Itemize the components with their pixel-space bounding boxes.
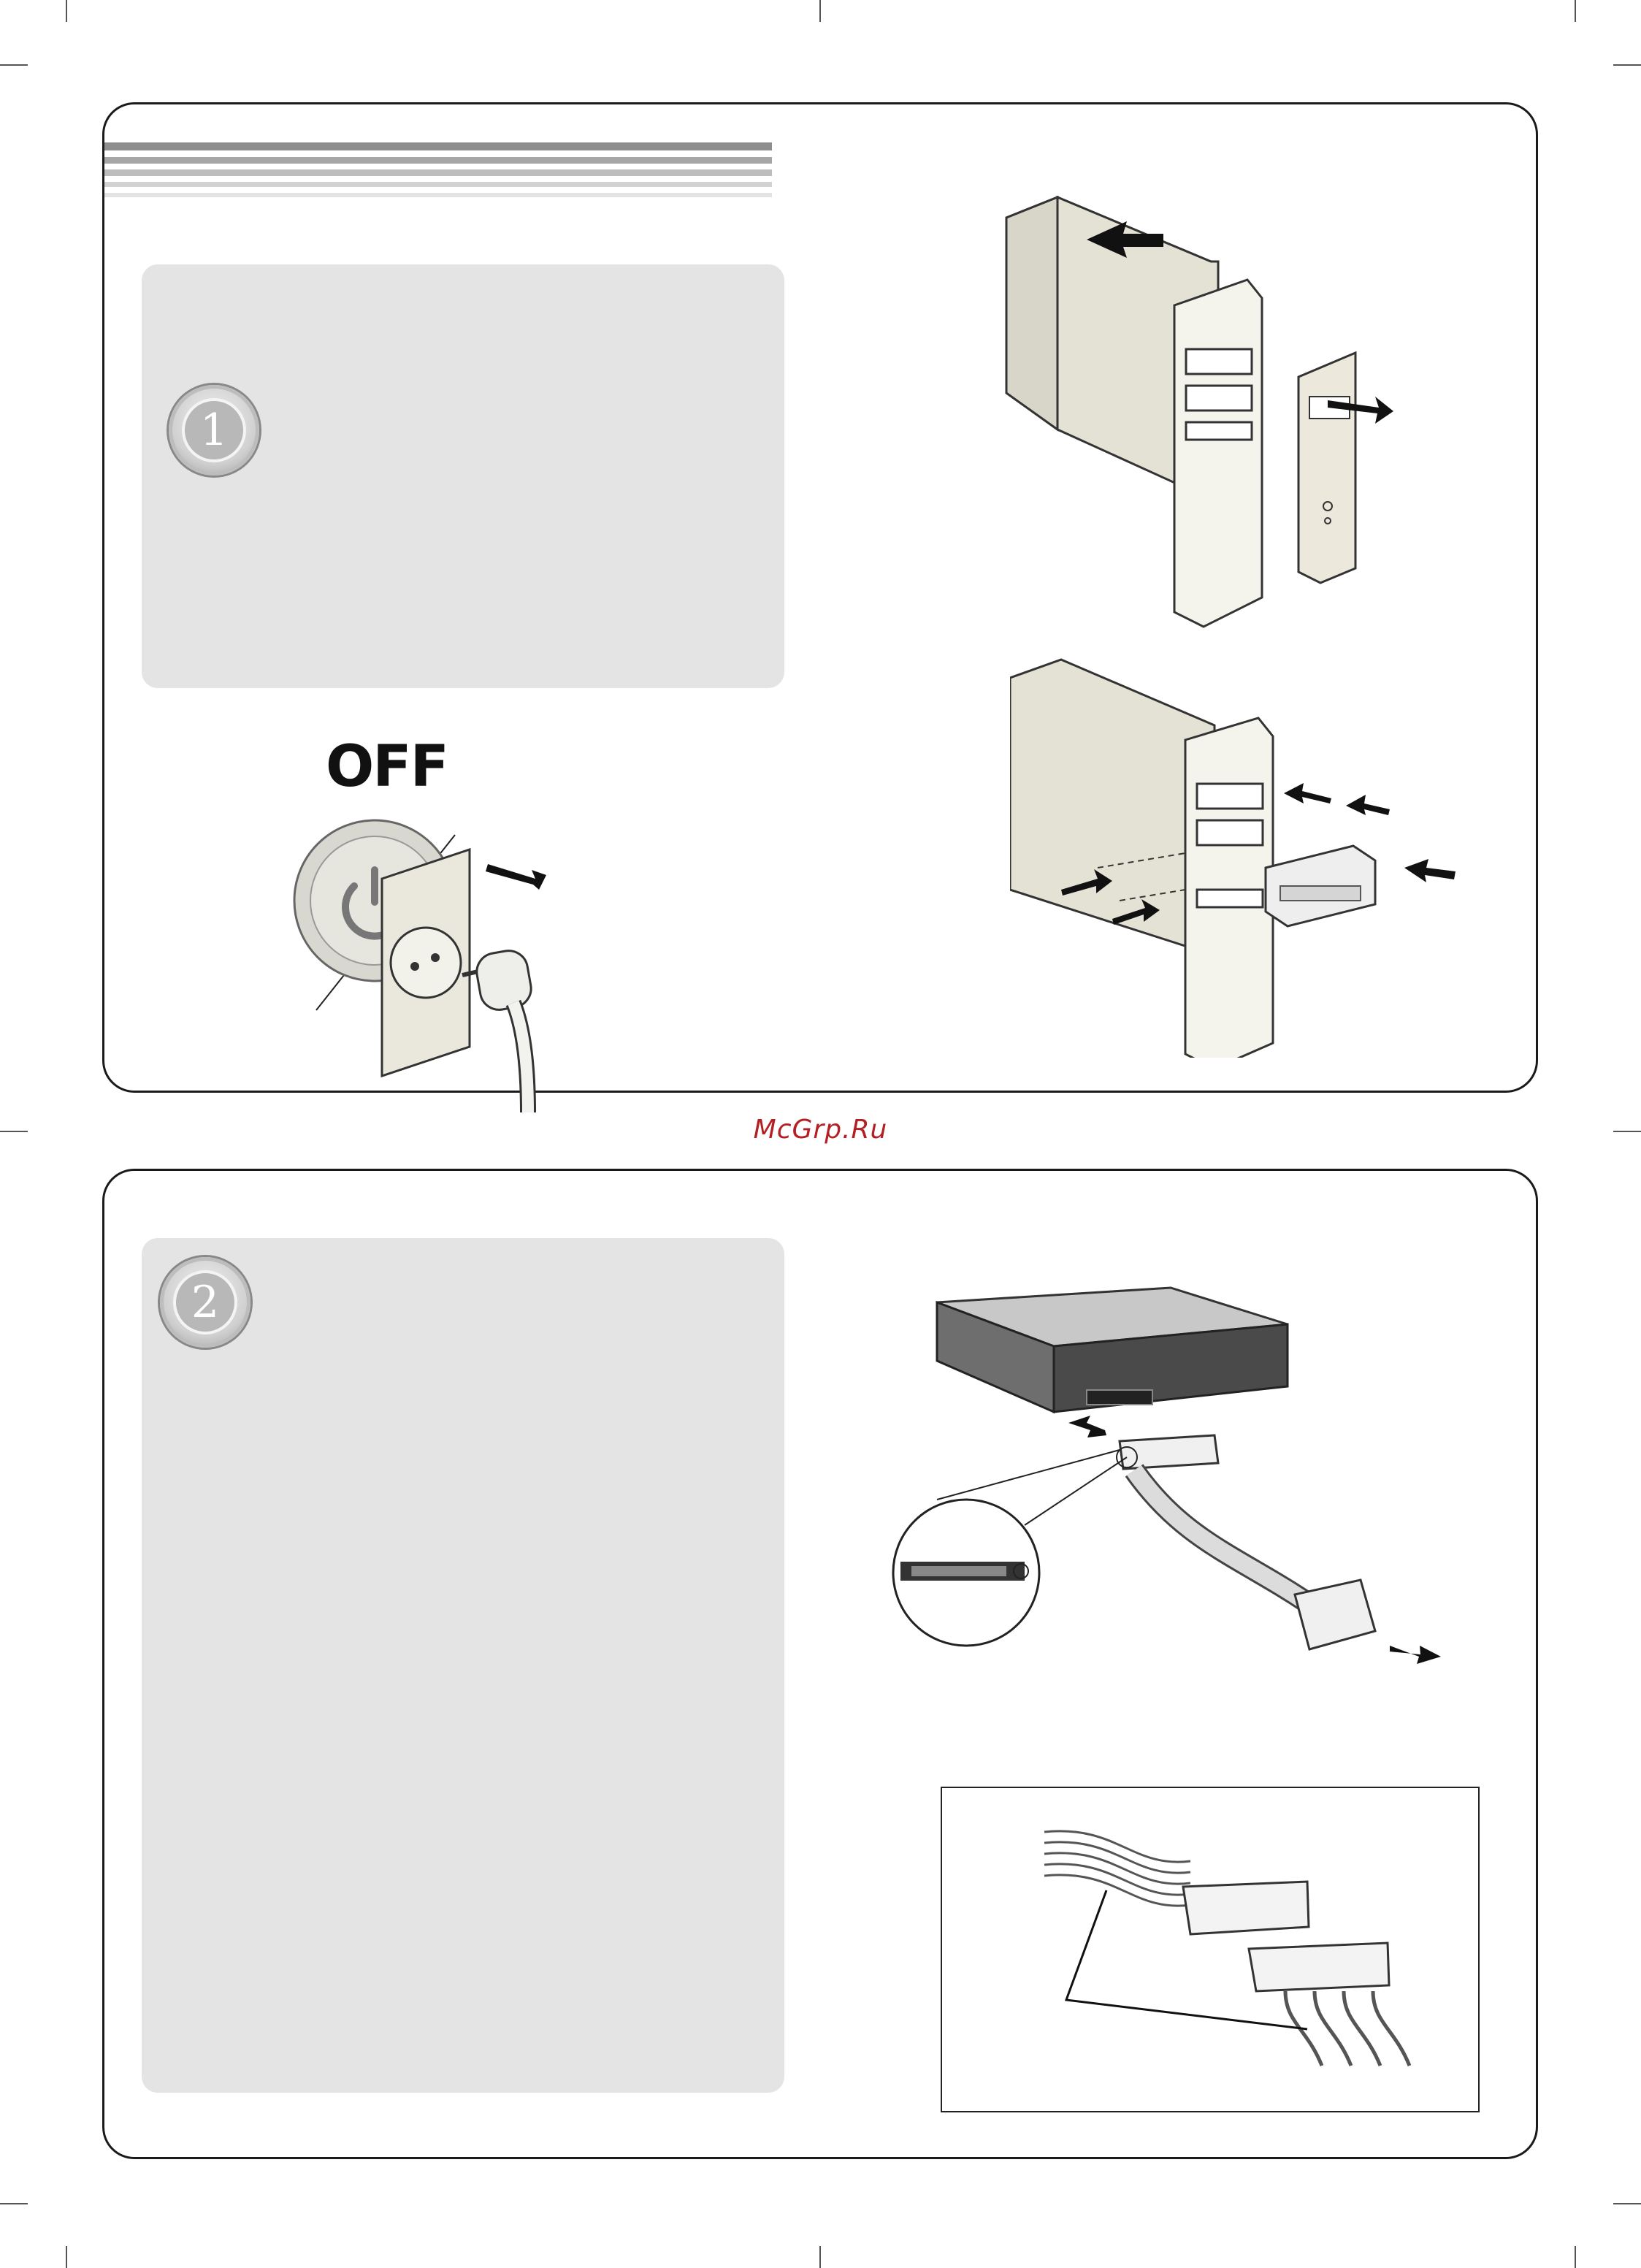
- header-stripes: [104, 142, 772, 208]
- crop-mark: [1575, 0, 1576, 22]
- power-connector-illustration: [942, 1788, 1478, 2111]
- unplug-illustration: [287, 806, 594, 1112]
- step-badge: [169, 385, 259, 476]
- optical-drive-illustration: [879, 1266, 1521, 1733]
- crop-mark: [819, 2246, 821, 2268]
- crop-mark: [66, 0, 67, 22]
- arrow-icon: [486, 864, 546, 890]
- crop-mark: [0, 64, 28, 66]
- bottom-panel: [102, 1169, 1538, 2159]
- connector-diagram-box: [941, 1787, 1480, 2112]
- computer-tower-illustration: [984, 188, 1496, 692]
- off-label: OFF: [326, 734, 448, 800]
- drive-install-illustration: [1010, 649, 1521, 1058]
- instruction-box: [142, 1238, 784, 2093]
- crop-mark: [1613, 64, 1641, 66]
- watermark: McGrp.Ru: [753, 1115, 888, 1145]
- step-number: 2: [191, 1277, 220, 1328]
- crop-mark: [1575, 2246, 1576, 2268]
- step-number: 1: [199, 405, 229, 456]
- crop-mark: [66, 2246, 67, 2268]
- crop-mark: [0, 2203, 28, 2204]
- instruction-box: [142, 264, 784, 688]
- crop-mark: [1613, 2203, 1641, 2204]
- crop-mark: [819, 0, 821, 22]
- step-badge: [160, 1257, 250, 1348]
- top-panel: [102, 102, 1538, 1093]
- plug-icon: [462, 948, 534, 1112]
